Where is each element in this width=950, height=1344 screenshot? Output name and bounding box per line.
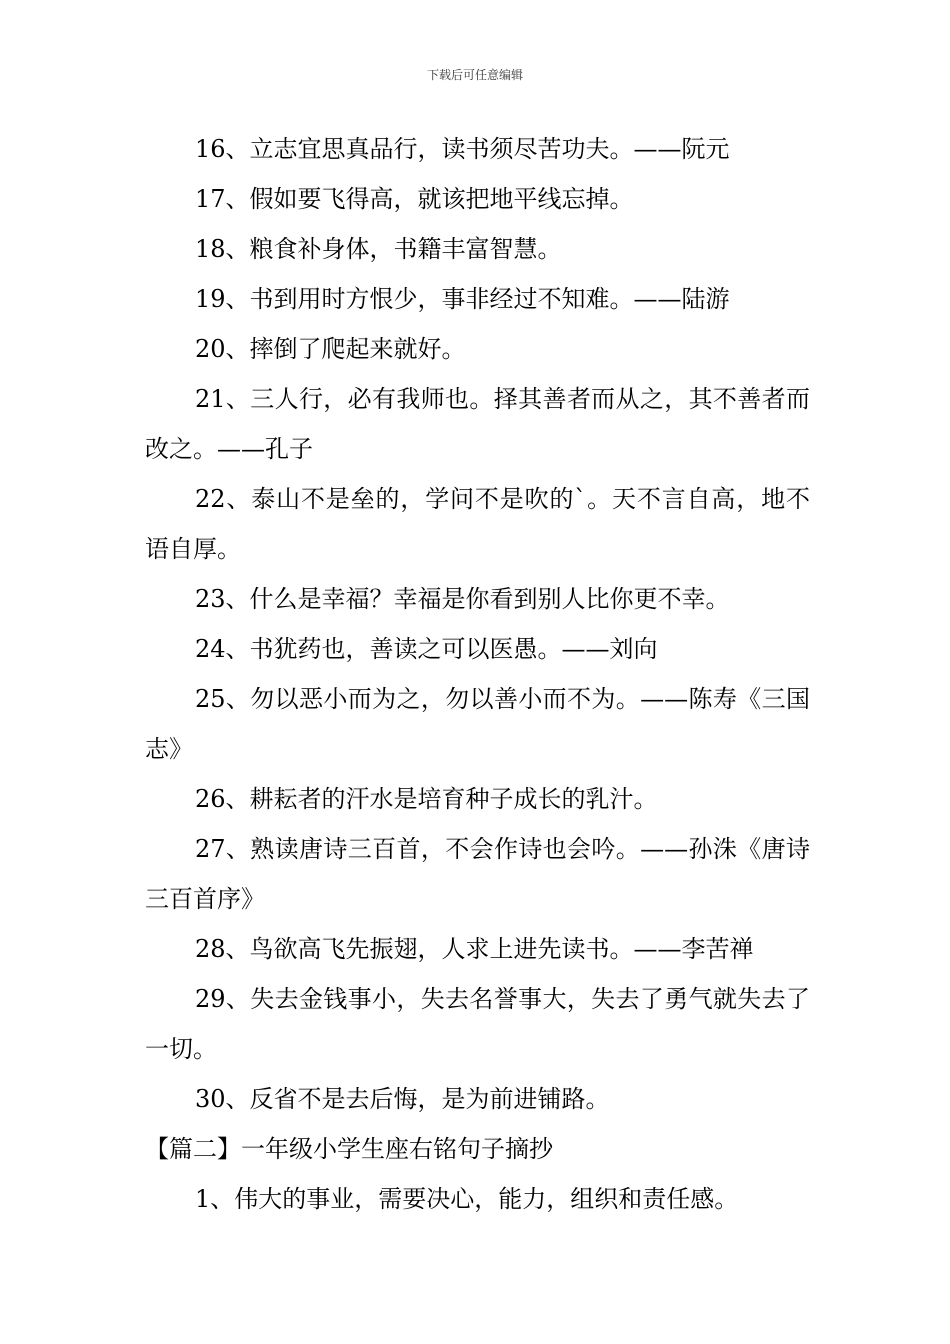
quote-16: 16、立志宜思真品行，读书须尽苦功夫。——阮元 xyxy=(195,135,730,163)
quote-18: 18、粮食补身体，书籍丰富智慧。 xyxy=(195,235,562,263)
document-body xyxy=(145,124,810,1224)
quote-1: 1、伟大的事业，需要决心，能力，组织和责任感。 xyxy=(195,1185,739,1213)
section-heading: 【篇二】一年级小学生座右铭句子摘抄 xyxy=(145,1135,553,1163)
quote-22: 22、泰山不是垒的，学问不是吹的`。天不言自高，地不语自厚。 xyxy=(145,485,810,563)
quote-28: 28、鸟欲高飞先振翅，人求上进先读书。——李苦禅 xyxy=(195,935,754,963)
quote-21: 21、三人行，必有我师也。择其善者而从之，其不善者而改之。——孔子 xyxy=(145,385,810,463)
quote-25: 25、勿以恶小而为之，勿以善小而不为。——陈寿《三国志》 xyxy=(145,685,810,763)
quote-26: 26、耕耘者的汗水是培育种子成长的乳汁。 xyxy=(195,785,658,813)
page-header-note: 下载后可任意编辑 xyxy=(426,68,523,82)
quote-20: 20、摔倒了爬起来就好。 xyxy=(195,335,466,363)
quote-23: 23、什么是幸福？幸福是你看到别人比你更不幸。 xyxy=(195,585,730,613)
quote-24: 24、书犹药也，善读之可以医愚。——刘向 xyxy=(195,635,658,663)
quote-30: 30、反省不是去后悔，是为前进铺路。 xyxy=(195,1085,610,1113)
quote-19: 19、书到用时方恨少，事非经过不知难。——陆游 xyxy=(195,285,730,313)
quote-27: 27、熟读唐诗三百首，不会作诗也会吟。——孙洙《唐诗三百首序》 xyxy=(145,835,810,913)
quote-29: 29、失去金钱事小，失去名誉事大，失去了勇气就失去了一切。 xyxy=(145,985,810,1063)
quote-17: 17、假如要飞得高，就该把地平线忘掉。 xyxy=(195,185,634,213)
